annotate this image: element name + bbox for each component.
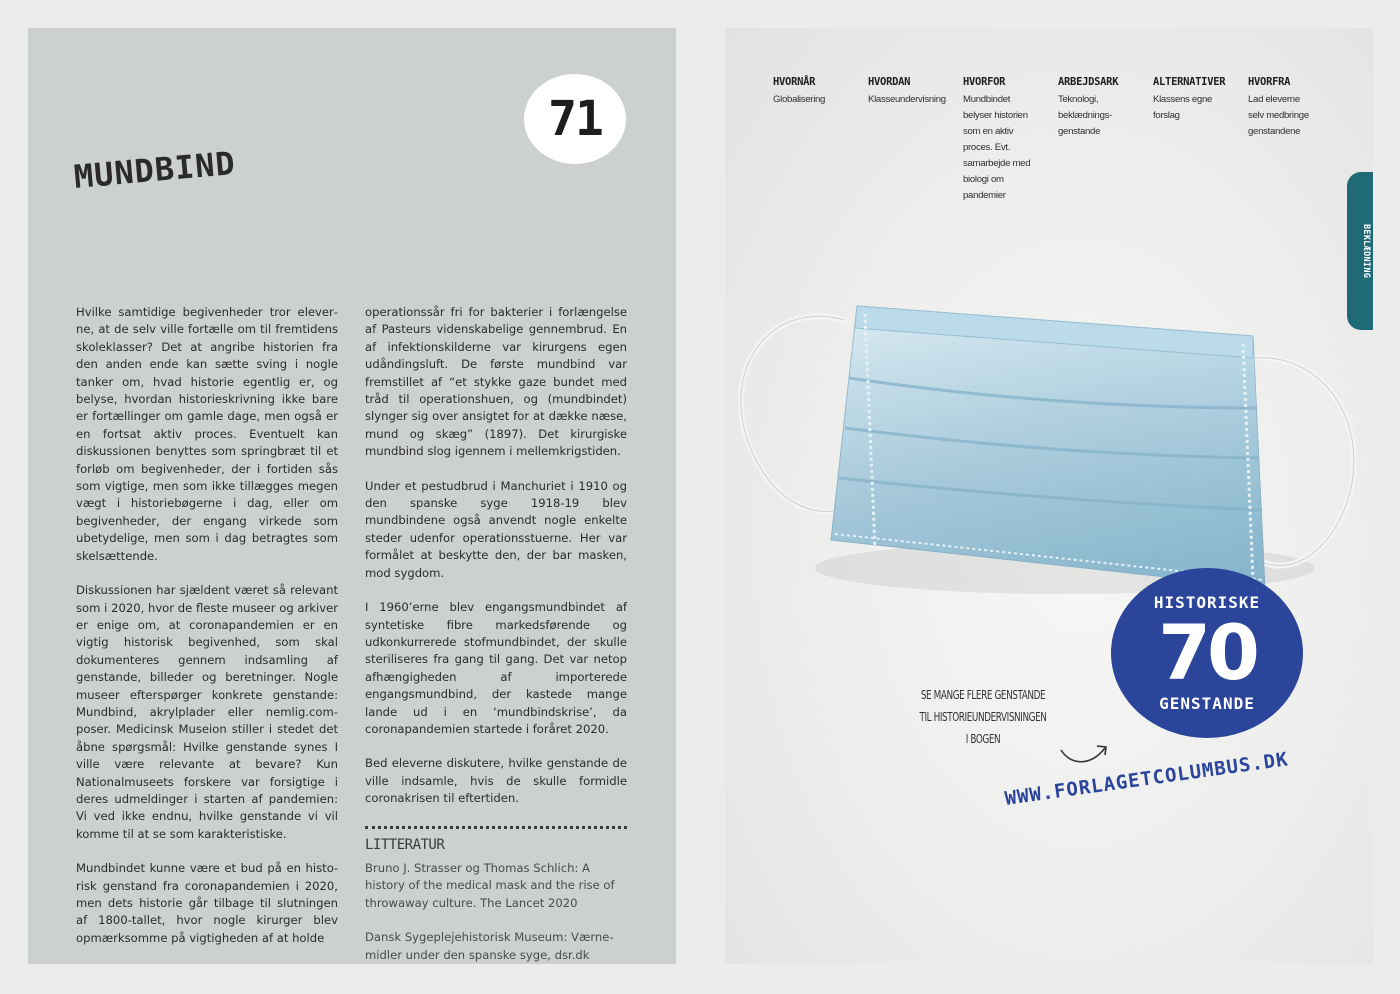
info-column-hvordan <box>868 76 952 108</box>
info-label: HVORDAN <box>868 76 911 88</box>
info-column-hvornaar <box>773 76 857 108</box>
paragraph: Mundbindet kunne være et bud på en historisk genstand fra coronapandemien i 2020, men dets historie går tilbage til slutningen af 1800-tallet, hvor nogle kirurger blev opmærksomme på vigtigheden af at holde <box>76 861 338 945</box>
promo-note: SE MANGE FLERE GENSTANDE TIL HISTORIEUNDERVISNINGEN I BOGEN <box>919 688 1047 746</box>
info-value: Klasseundervisning <box>868 94 946 105</box>
section-tab-label: BEKLÆDNING <box>1361 223 1371 279</box>
info-label: HVORFOR <box>963 76 1006 88</box>
info-label: HVORFRA <box>1248 76 1291 88</box>
historiske-70-badge <box>1111 568 1303 738</box>
paragraph: Under et pestudbrud i Manchuriet i 1910 og den spanske syge 1918-19 blev mundbindene også anvendt nogle enkelte steder udenfor operationsstuerne. Her var formålet at beskytte den, der bar masken, mod sygdom. <box>365 478 627 580</box>
literature-item: Dansk Sygeplejehistorisk Museum: Værnemidler under den spanske syge, dsr.dk <box>365 930 614 962</box>
info-label: ARBEJDSARK <box>1058 76 1119 88</box>
info-label: ALTERNATIVER <box>1153 76 1226 88</box>
literature-item: Bruno J. Strasser og Thomas Schlich: A history of the medical mask and the rise of throwaway culture. The Lancet 2020 <box>365 860 615 910</box>
literature-heading: LITTERATUR <box>365 836 445 853</box>
text-column-2 <box>365 304 627 964</box>
info-column-alternativer <box>1153 76 1226 124</box>
badge-bottom-text: GENSTANDE <box>1159 694 1255 713</box>
paragraph: Diskussionen har sjældent været så relevant som i 2020, hvor de fleste museer og arkiver er enige om, at coronapandemien er en vigtig historisk begivenhed, som skal dokumenteres gennem indsamling af genstande, billeder og beretninger. Nogle museer efterspørger konkrete genstande: Mundbind, akrylplader eller nemlig.com-poser. Medicinsk Museion stiller i stedet det åbne spørgsmål: Hvilke genstande synes I ville være relevante at bevare? Kun Nationalmuseets forskere var forsigtige i deres udmeldinger i starten af pandemien: Vi ved ikke endnu, hvilke genstande vi vil komme til at se som karakteristiske. <box>76 583 338 841</box>
paragraph: operationssår fri for bakterier i forlængelse af Pasteurs videnskabelige gennembrud. En af infektionskilderne var kirurgens egen udåndingsluft. De første mundbind var fremstillet af “et stykke gaze bundet med tråd til operationshuen, og (mundbindet) slynger sig over ansigtet for at dække næse, mund og skæg” (1897). Det kirurgiske mundbind slog igennem i mellemkrigstiden. <box>365 305 627 459</box>
info-column-hvorfor <box>963 76 1035 204</box>
surgical-mask-image <box>725 258 1373 618</box>
page-title: MUNDBIND <box>72 143 238 196</box>
paragraph: I 1960’erne blev engangsmundbindet af syntetiske fibre markedsførende og udkonkurrerede stofmundbindet, der skulle steriliseres fra gang til gang. Det var netop afhængigheden af importerede engangsmundbind, der kastede mange lande ud i en ‘mundbindskrise’, da coronapandemien startede i foråret 2020. <box>365 600 627 736</box>
info-value: Mundbindet belyser historien som en aktiv proces. Evt. samarbejde med biologi om pandemier <box>963 94 1031 201</box>
info-column-hvorfra <box>1248 76 1318 140</box>
paragraph: Bed eleverne diskutere, hvilke genstande de ville indsamle, hvis de skulle formidle coronakrisen til eftertiden. <box>365 756 627 806</box>
info-column-arbejdsark <box>1058 76 1128 140</box>
website-link[interactable]: WWW.FORLAGETCOLUMBUS.DK <box>1003 748 1290 810</box>
page-number: 71 <box>524 74 626 164</box>
info-value: Globalisering <box>773 94 826 105</box>
paragraph: Hvilke samtidige begivenheder tror eleverne, at de selv ville fortælle om til fremtidens skoleklasser? Det at angribe historien fra den anden ende kan sætte sving i nogle tanker om, hvad historie egentlig er, og belyse, hvordan historieskrivning ikke bare er fortællinger om gamle dage, men også er en fortsat aktiv proces. Eventuelt kan diskussionen benyttes som springbræt til et forløb om begivenheder, der i fortiden sås som vigtige, men som ikke tillægges megen vægt i historiebøgerne i dag, eller om begivenheder, der engang virkede som ubetydelige, men som i dag betragtes som skelsættende. <box>76 305 338 563</box>
right-page <box>725 28 1373 964</box>
badge-number: 70 <box>1158 608 1256 697</box>
badge-top-text: HISTORISKE <box>1153 593 1261 612</box>
info-value: Lad eleverne selv medbringe genstandene <box>1248 94 1309 137</box>
left-page <box>28 28 676 964</box>
dotted-divider <box>365 826 627 829</box>
curved-arrow-icon <box>1057 740 1113 770</box>
info-value: Teknologi, beklædningsgenstande <box>1058 94 1113 137</box>
info-value: Klassens egne forslag <box>1153 94 1213 121</box>
text-column-1 <box>76 304 338 964</box>
info-label: HVORNÅR <box>773 76 816 88</box>
